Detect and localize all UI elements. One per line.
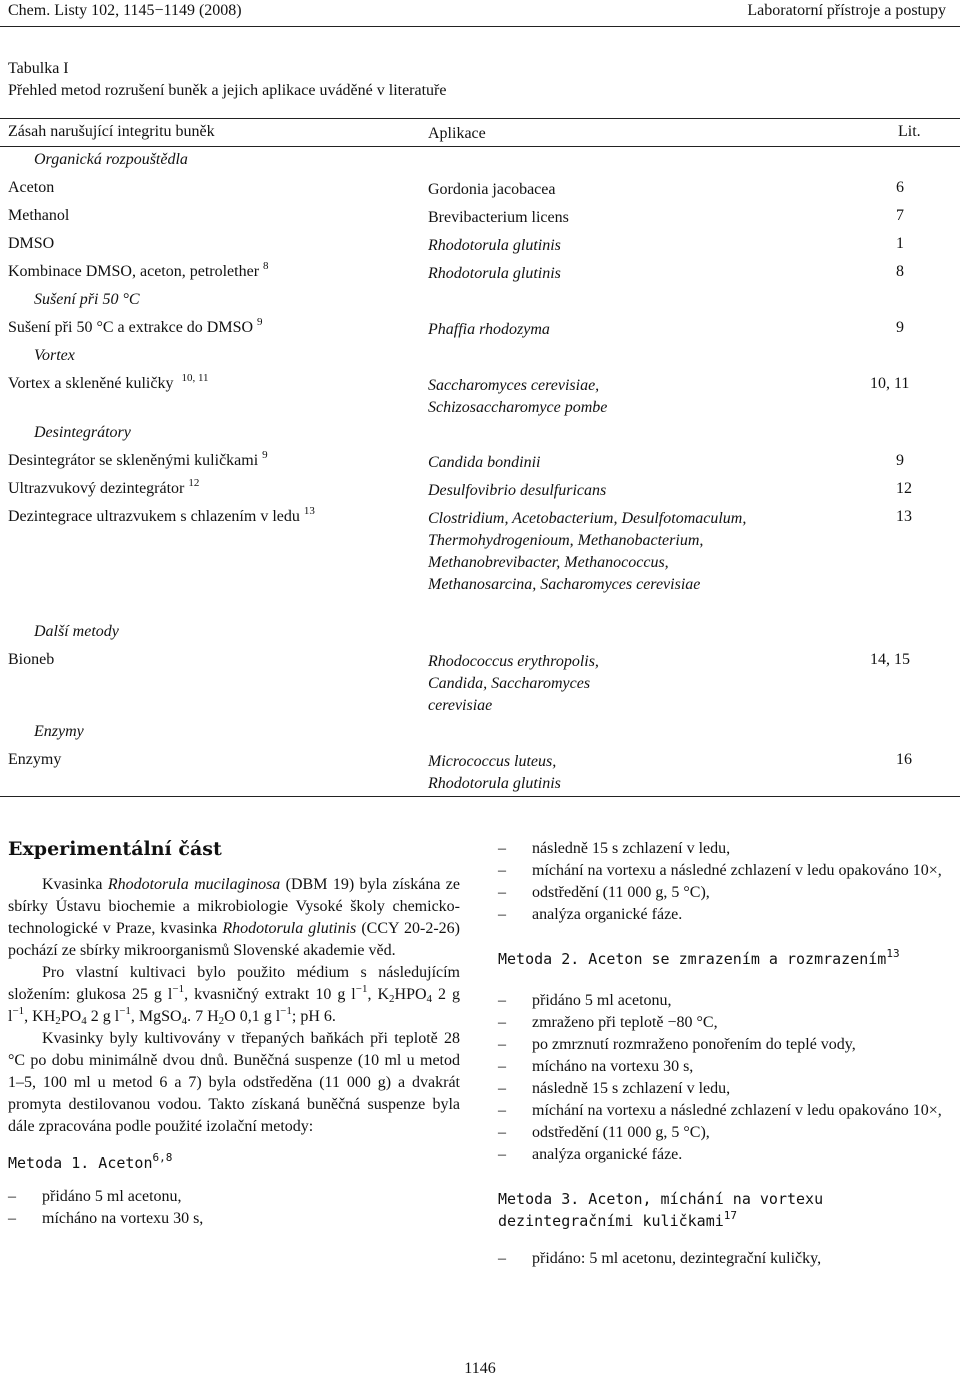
section-label: Desintegrátory xyxy=(34,424,131,441)
header-rule xyxy=(0,26,960,27)
application-cell: Brevibacterium licens xyxy=(428,209,569,226)
running-header xyxy=(8,2,946,26)
application-cell: Rhodococcus erythropolis, Candida, Saccharomyces cerevisiae xyxy=(428,653,599,714)
method-cell: Sušení při 50 °C a extrakce do DMSO $^9$ xyxy=(8,316,263,336)
list-item: – přidáno: 5 ml acetonu, dezintegrační kuličky, xyxy=(498,1248,948,1270)
paragraph: Kvasinky byly kultivovány v třepaných baňkách při teplotě 28 °C po dobu minimálně dvou dnů. Buněčná suspenze (10 ml u metod 1–5, 100 ml u metod 6 a 7) byla odstředěna (11 000 g) a dvakrát promyta destilovanou vodou. Takto získaná buněčná suspenze byla dále zpracována podle použité izolační metody: xyxy=(8,1030,460,1135)
method-steps xyxy=(498,990,948,1166)
list-item: – analýza organické fáze. xyxy=(498,904,948,926)
ref-cell: 8 xyxy=(896,263,904,280)
list-item: – zmraženo při teplotě −80 °C, xyxy=(498,1012,948,1034)
method-cell: DMSO xyxy=(8,235,55,252)
method-steps xyxy=(498,838,948,926)
list-item: – míchání na vortexu a následné zchlazení v ledu opakováno 10×, xyxy=(498,1100,948,1122)
table-top-rule xyxy=(0,118,960,119)
application-cell: Phaffia rhodozyma xyxy=(428,321,550,338)
ref-cell: 16 xyxy=(896,751,912,768)
ref-cell: 10, 11 xyxy=(870,375,910,392)
section-title: Laboratorní přístroje a postupy xyxy=(747,2,946,19)
right-column xyxy=(498,838,948,1270)
method-cell: Aceton xyxy=(8,179,55,196)
ref-cell: 12 xyxy=(896,480,912,497)
ref-cell: 14, 15 xyxy=(870,651,910,668)
list-item: – přidáno 5 ml acetonu, xyxy=(8,1186,460,1208)
col-header-lit: Lit. xyxy=(898,123,921,140)
list-item: – následně 15 s zchlazení v ledu, xyxy=(498,838,948,860)
method-title: Metoda 1. Aceton$^{6,8}$ xyxy=(8,1151,173,1172)
section-label: Enzymy xyxy=(34,723,84,740)
list-item: – po zmrznutí rozmraženo ponořením do teplé vody, xyxy=(498,1034,948,1056)
section-heading: Experimentální část xyxy=(8,838,222,860)
application-cell: Desulfovibrio desulfuricans xyxy=(428,482,607,499)
col-header-application: Aplikace xyxy=(428,125,486,142)
list-item: – míchání na vortexu a následné zchlazení v ledu opakováno 10×, xyxy=(498,860,948,882)
ref-cell: 6 xyxy=(896,179,904,196)
section-label: Další metody xyxy=(34,623,119,640)
ref-cell: 9 xyxy=(896,319,904,336)
method-title: Metoda 2. Aceton se zmrazením a rozmrazením$^{13}$ xyxy=(498,947,900,968)
paragraph: Kvasinka Rhodotorula mucilaginosa (DBM 19) byla získána ze sbírky Ústavu biochemie a mikrobiologie Vysoké školy chemicko-technologické v Praze, kvasinka Rhodotorula glutinis (CCY 20-2-26) pochází ze sbírky mikroorganismů Slovenské akademie věd. xyxy=(8,876,460,959)
application-cell: Saccharomyces cerevisiae, Schizosaccharomyce pombe xyxy=(428,377,608,416)
list-item: – následně 15 s zchlazení v ledu, xyxy=(498,1078,948,1100)
col-header-method: Zásah narušující integritu buněk xyxy=(8,123,215,140)
table-bottom-rule xyxy=(0,796,960,797)
table-label: Tabulka I xyxy=(8,60,69,77)
paragraph: Pro vlastní kultivaci bylo použito médium s následujícím složením: glukosa 25 g $l^{-1}$, kvasničný extrakt 10 g $l^{-1}$, $K_2HPO_4$ 2 g $l^{-1}$, $KH_2PO_4$ 2 g $l^{-1}$, MgSO$_4$. 7 $H_2O$ 0,1 g $l^{-1}$; pH 6. xyxy=(8,964,461,1027)
application-cell: Rhodotorula glutinis xyxy=(428,237,561,254)
method-cell: Dezintegrace ultrazvukem s chlazením v ledu $^{13}$ xyxy=(8,505,315,525)
method-cell: Bioneb xyxy=(8,651,55,668)
left-column xyxy=(8,838,460,1230)
section-label: Sušení při 50 °C xyxy=(34,291,140,308)
list-item: – přidáno 5 ml acetonu, xyxy=(498,990,948,1012)
list-item: – mícháno na vortexu 30 s, xyxy=(498,1056,948,1078)
application-cell: Rhodotorula glutinis xyxy=(428,265,561,282)
application-cell: Micrococcus luteus, Rhodotorula glutinis xyxy=(428,753,561,792)
section-label: Vortex xyxy=(34,347,75,364)
method-title: Metoda 3. Aceton, míchání na vortexu dezintegračními kuličkami$^{17}$ xyxy=(498,1190,824,1230)
method-steps xyxy=(8,1186,460,1230)
list-item: – odstředění (11 000 g, 5 °C), xyxy=(498,1122,948,1144)
table-header-rule xyxy=(0,146,960,147)
application-cell: Clostridium, Acetobacterium, Desulfotomaculum, Thermohydrogenioum, Methanobacterium, Methanobrevibacter, Methanococcus, Methanosarcina, Sacharomyces cerevisiae xyxy=(428,510,747,593)
journal-citation: Chem. Listy 102, 1145−1149 (2008) xyxy=(8,2,242,19)
method-cell: Methanol xyxy=(8,207,70,224)
list-item: – mícháno na vortexu 30 s, xyxy=(8,1208,460,1230)
table-title: Přehled metod rozrušení buněk a jejich aplikace uváděné v literatuře xyxy=(8,82,447,99)
ref-cell: 1 xyxy=(896,235,904,252)
method-cell: Vortex a skleněné kuličky $^{10, 11}$ xyxy=(8,372,209,392)
ref-cell: 13 xyxy=(896,508,912,525)
method-steps xyxy=(498,1248,948,1270)
table-caption xyxy=(8,58,446,102)
method-cell: Desintegrátor se skleněnými kuličkami $^9$ xyxy=(8,449,268,469)
page-number: 1146 xyxy=(464,1360,496,1377)
application-cell: Gordonia jacobacea xyxy=(428,181,556,198)
method-cell: Enzymy xyxy=(8,751,62,768)
ref-cell: 7 xyxy=(896,207,904,224)
application-cell: Candida bondinii xyxy=(428,454,541,471)
section-label: Organická rozpouštědla xyxy=(34,151,188,168)
list-item: – analýza organické fáze. xyxy=(498,1144,948,1166)
ref-cell: 9 xyxy=(896,452,904,469)
method-cell: Kombinace DMSO, aceton, petrolether $^8$ xyxy=(8,260,269,280)
list-item: – odstředění (11 000 g, 5 °C), xyxy=(498,882,948,904)
method-cell: Ultrazvukový dezintegrátor $^{12}$ xyxy=(8,477,200,497)
